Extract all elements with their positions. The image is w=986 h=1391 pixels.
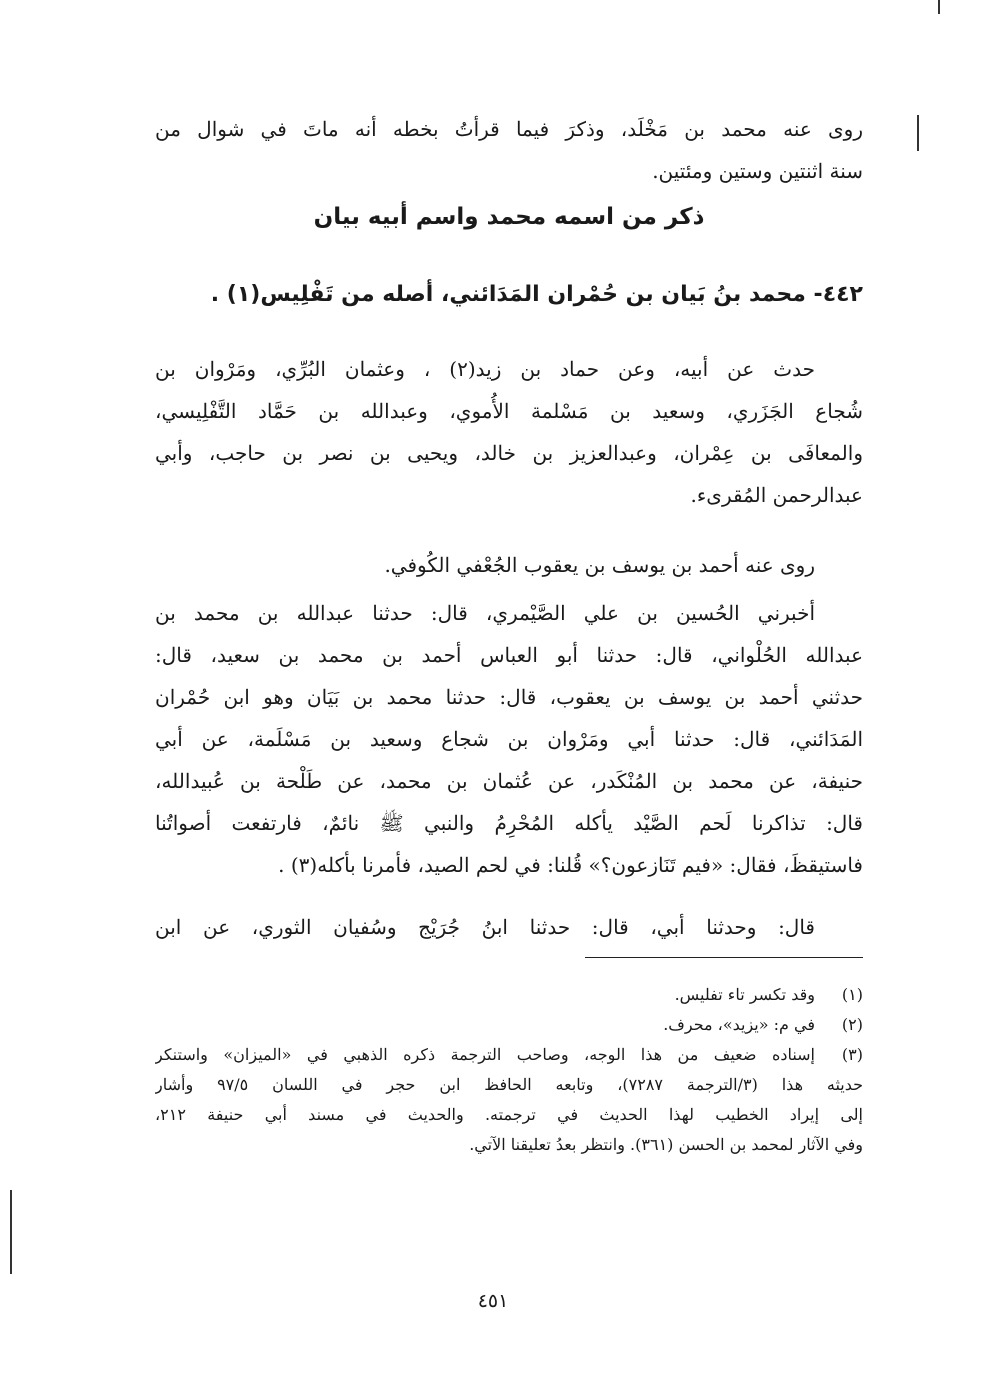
footnotes	[155, 980, 863, 1160]
intro-paragraph	[155, 108, 863, 192]
intro-line-2: سنة اثنتين وستين ومئتين.	[652, 159, 863, 183]
footnote-1	[155, 980, 863, 1010]
paragraph-2-line-1: روى عنه أحمد بن يوسف بن يعقوب الجُعْفي الكُوفي.	[384, 553, 815, 577]
footnote-1-number: (١)	[841, 985, 863, 1004]
paragraph-4	[155, 906, 863, 948]
entry-heading: ٤٤٢- محمد بنُ بَيان بن حُمْران المَدَائني، أصله من تَفْلِيس(١) .	[210, 282, 863, 307]
footnote-2-line-1: في م: «يزيد»، محرف.	[663, 1015, 815, 1034]
footnote-2	[155, 1010, 863, 1040]
paragraph-2	[155, 544, 863, 586]
paragraph-4-line-1: قال: وحدثنا أبي، قال: حدثنا ابنُ جُرَيْج وسُفيان الثوري، عن ابن	[155, 915, 815, 939]
paragraph-3-line-6: قال: تذاكرنا لَحم الصَّيْد يأكله المُحْرِمُ والنبي ﷺ نائمٌ، فارتفعت أصواتُنا	[155, 811, 863, 835]
footnote-3-line-4: وفي الآثار لمحمد بن الحسن (٣٦١). وانتظر بعدُ تعليقنا الآتي.	[469, 1135, 863, 1154]
scan-mark-left-margin	[10, 1190, 12, 1274]
paragraph-3-line-2: عبدالله الحُلْواني، قال: حدثنا أبو العباس أحمد بن محمد بن سعيد، قال:	[155, 643, 863, 667]
paragraph-1-line-3: والمعافَى بن عِمْران، وعبدالعزيز بن خالد، ويحيى بن نصر بن حاجب، وأبي	[155, 441, 863, 465]
footnote-2-number: (٢)	[841, 1015, 863, 1034]
paragraph-3-line-4: المَدَائني، قال: حدثنا أبي ومَرْوان بن شجاع وسعيد بن مَسْلَمة، عن أبي	[155, 727, 863, 751]
scan-mark-top-right	[938, 0, 940, 14]
paragraph-1	[155, 348, 863, 516]
paragraph-3-line-5: حنيفة، عن محمد بن المُنْكَدر، عن عُثمان بن محمد، عن طَلْحة بن عُبيدالله،	[155, 769, 863, 793]
paragraph-3	[155, 592, 863, 886]
paragraph-1-line-2: شُجاع الجَزَري، وسعيد بن مَسْلمة الأُموي، وعبدالله بن حَمَّاد التَّفْلِيسي،	[155, 399, 863, 423]
page-number: ٤٥١	[477, 1290, 509, 1312]
footnote-1-text	[155, 980, 815, 1010]
paragraph-3-line-1: أخبرني الحُسين بن علي الصَّيْمري، قال: حدثنا عبدالله بن محمد بن	[155, 601, 815, 625]
footnote-1-line-1: وقد تكسر تاء تفليس.	[674, 985, 815, 1004]
footnote-2-text	[155, 1010, 815, 1040]
footnote-3-text	[155, 1040, 863, 1160]
intro-line-1: روى عنه محمد بن مَخْلَد، وذكرَ فيما قرأتُ بخطه أنه ماتَ في شوال من	[155, 117, 863, 141]
section-heading: ذكر من اسمه محمد واسم أبيه بيان	[313, 204, 705, 230]
footnote-3	[155, 1040, 863, 1160]
footnote-3-number: (٣)	[841, 1045, 863, 1064]
footnote-3-line-1: إسناده ضعيف من هذا الوجه، وصاحب الترجمة ذكره الذهبي في «الميزان» واستنكر	[155, 1045, 815, 1064]
paragraph-3-line-7: فاستيقظَ، فقال: «فيم تَنَازعون؟» قُلنا: في لحم الصيد، فأمرنا بأكله(٣) .	[278, 853, 863, 877]
footnote-3-line-2: حديثه هذا (٣/الترجمة ٧٢٨٧)، وتابعه الحافظ ابن حجر في اللسان ٩٧/٥ وأشار	[155, 1075, 863, 1094]
footnote-3-line-3: إلى إيراد الخطيب لهذا الحديث في ترجمته. والحديث في مسند أبي حنيفة ٢١٢،	[155, 1105, 863, 1124]
paragraph-1-line-4: عبدالرحمن المُقرىء.	[690, 483, 863, 507]
paragraph-3-line-3: حدثني أحمد بن يوسف بن يعقوب، قال: حدثنا محمد بن بَيَان وهو ابن حُمْران	[155, 685, 863, 709]
footnote-separator	[585, 957, 863, 958]
scan-mark-right-margin	[917, 115, 919, 151]
paragraph-1-line-1: حدث عن أبيه، وعن حماد بن زيد(٢) ، وعثمان البُرِّي، ومَرْوان بن	[155, 357, 815, 381]
